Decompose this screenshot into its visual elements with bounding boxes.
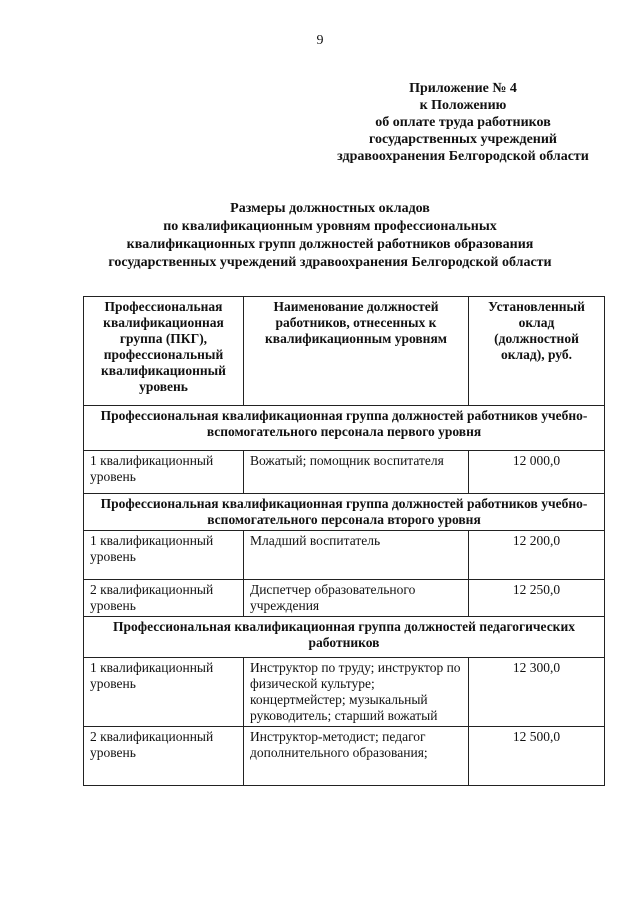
table-row [84,658,605,727]
salary-cell: 12 000,0 [469,451,605,494]
title-line: Размеры должностных окладов [230,201,430,216]
group-row [84,406,605,451]
positions-cell: Инструктор-методист; педагог дополнительного образования; [244,727,469,786]
table-row [84,727,605,786]
group-row [84,617,605,658]
header-pkg: Профессиональная квалификационная группа (ПКГ), профессиональный квалификационный уровень [84,297,244,406]
table-row [84,580,605,617]
document-title [90,200,570,272]
positions-cell: Инструктор по труду; инструктор по физической культуре; концертмейстер; музыкальный руководитель; старший вожатый [244,658,469,727]
salary-cell: 12 200,0 [469,531,605,580]
salary-table [83,296,605,786]
positions-cell: Младший воспитатель [244,531,469,580]
salary-cell: 12 250,0 [469,580,605,617]
level-cell: 1 квалификационный уровень [84,658,244,727]
level-cell: 1 квалификационный уровень [84,451,244,494]
header-positions: Наименование должностей работников, отнесенных к квалификационным уровням [244,297,469,406]
appendix-line: к Положению [419,98,507,113]
appendix-block [318,80,608,165]
header-salary: Установленный оклад (должностной оклад), руб. [469,297,605,406]
appendix-line: Приложение № 4 [409,81,517,96]
title-line: по квалификационным уровням профессиональных [163,219,497,234]
table-row [84,451,605,494]
group-title: Профессиональная квалификационная группа должностей работников учебно-вспомогательного персонала первого уровня [84,406,605,451]
page-number: 9 [316,33,324,48]
title-line: государственных учреждений здравоохранения Белгородской области [108,255,552,270]
appendix-line: государственных учреждений [369,132,557,147]
appendix-line: об оплате труда работников [375,115,551,130]
salary-cell: 12 300,0 [469,658,605,727]
group-title: Профессиональная квалификационная группа должностей педагогических работников [84,617,605,658]
appendix-line: здравоохранения Белгородской области [337,149,589,164]
group-title: Профессиональная квалификационная группа должностей работников учебно-вспомогательного персонала второго уровня [84,494,605,531]
salary-cell: 12 500,0 [469,727,605,786]
level-cell: 2 квалификационный уровень [84,580,244,617]
group-row [84,494,605,531]
positions-cell: Диспетчер образовательного учреждения [244,580,469,617]
level-cell: 2 квалификационный уровень [84,727,244,786]
positions-cell: Вожатый; помощник воспитателя [244,451,469,494]
level-cell: 1 квалификационный уровень [84,531,244,580]
table-row [84,531,605,580]
table-header-row [84,297,605,406]
title-line: квалификационных групп должностей работников образования [126,237,534,252]
